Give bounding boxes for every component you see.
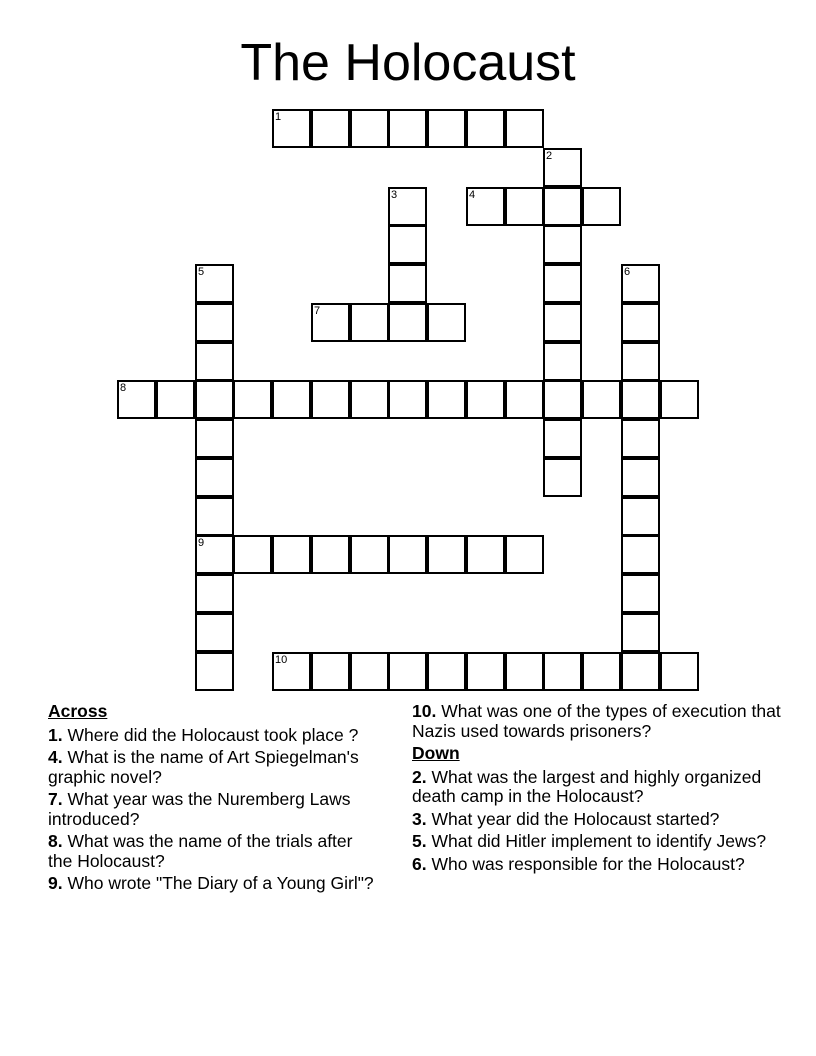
grid-cell[interactable] xyxy=(272,535,311,574)
grid-cell[interactable] xyxy=(621,613,660,652)
grid-cell[interactable] xyxy=(272,652,311,691)
grid-cell[interactable] xyxy=(543,342,582,381)
grid-cell[interactable] xyxy=(466,109,505,148)
grid-cell[interactable] xyxy=(466,652,505,691)
grid-cell[interactable] xyxy=(621,380,660,419)
grid-cell[interactable] xyxy=(195,342,234,381)
grid-cell[interactable] xyxy=(543,419,582,458)
clue-down-5 xyxy=(412,832,782,852)
grid-cell[interactable] xyxy=(427,652,466,691)
clue-down-6 xyxy=(412,855,782,875)
grid-cell[interactable] xyxy=(621,264,660,303)
grid-cell[interactable] xyxy=(582,380,621,419)
grid-cell[interactable] xyxy=(543,264,582,303)
grid-cell[interactable] xyxy=(156,380,195,419)
down-heading: Down xyxy=(412,743,460,763)
grid-cell[interactable] xyxy=(388,264,427,303)
grid-cell[interactable] xyxy=(272,380,311,419)
clue-number-label: 2 xyxy=(546,150,553,162)
clue-across-1 xyxy=(48,726,378,746)
grid-cell[interactable] xyxy=(466,187,505,226)
grid-cell[interactable] xyxy=(272,109,311,148)
grid-cell[interactable] xyxy=(233,380,272,419)
clue-across-10 xyxy=(412,702,782,741)
clue-text: Where did the Holocaust took place ? xyxy=(67,724,359,745)
grid-cell[interactable] xyxy=(660,380,699,419)
grid-cell[interactable] xyxy=(621,342,660,381)
clue-number: 3. xyxy=(412,808,427,829)
grid-cell[interactable] xyxy=(388,187,427,226)
clue-number-label: 6 xyxy=(624,266,631,278)
grid-cell[interactable] xyxy=(582,652,621,691)
clue-text: What year was the Nuremberg Laws introduced? xyxy=(48,789,351,829)
clue-across-9 xyxy=(48,874,378,894)
clue-number-label: 9 xyxy=(198,537,205,549)
grid-cell[interactable] xyxy=(505,380,544,419)
grid-cell[interactable] xyxy=(195,380,234,419)
grid-cell[interactable] xyxy=(195,652,234,691)
grid-cell[interactable] xyxy=(543,303,582,342)
grid-cell[interactable] xyxy=(505,535,544,574)
clue-text: What is the name of Art Spiegelman's graphic novel? xyxy=(48,747,359,787)
grid-cell[interactable] xyxy=(350,652,389,691)
clue-number: 8. xyxy=(48,831,63,851)
grid-cell[interactable] xyxy=(621,419,660,458)
clue-across-8 xyxy=(48,832,378,871)
clue-down-2 xyxy=(412,768,782,807)
grid-cell[interactable] xyxy=(195,264,234,303)
grid-cell[interactable] xyxy=(388,225,427,264)
grid-cell[interactable] xyxy=(505,187,544,226)
grid-cell[interactable] xyxy=(195,419,234,458)
grid-cell[interactable] xyxy=(505,109,544,148)
grid-cell[interactable] xyxy=(350,109,389,148)
clues-left-column xyxy=(48,702,378,897)
clue-text: What year did the Holocaust started? xyxy=(431,808,720,829)
grid-cell[interactable] xyxy=(543,225,582,264)
grid-cell[interactable] xyxy=(311,380,350,419)
grid-cell[interactable] xyxy=(660,652,699,691)
grid-cell[interactable] xyxy=(621,574,660,613)
grid-cell[interactable] xyxy=(195,303,234,342)
grid-cell[interactable] xyxy=(427,303,466,342)
grid-cell[interactable] xyxy=(582,187,621,226)
grid-cell[interactable] xyxy=(427,109,466,148)
grid-cell[interactable] xyxy=(466,535,505,574)
clue-number-label: 7 xyxy=(314,305,321,317)
grid-cell[interactable] xyxy=(388,535,427,574)
grid-cell[interactable] xyxy=(195,497,234,536)
grid-cell[interactable] xyxy=(621,303,660,342)
clue-number: 4. xyxy=(48,747,63,767)
grid-cell[interactable] xyxy=(233,535,272,574)
clue-text: What was the largest and highly organized death camp in the Holocaust? xyxy=(412,766,762,806)
grid-cell[interactable] xyxy=(195,535,234,574)
clue-number: 10. xyxy=(412,701,437,721)
clue-number: 5. xyxy=(412,831,427,851)
clue-number: 1. xyxy=(48,724,63,745)
grid-cell[interactable] xyxy=(621,497,660,536)
clue-number: 6. xyxy=(412,853,427,874)
clue-text: Who wrote "The Diary of a Young Girl"? xyxy=(67,873,374,893)
grid-cell[interactable] xyxy=(311,535,350,574)
clue-number-label: 8 xyxy=(120,382,127,394)
clue-number-label: 5 xyxy=(198,266,205,278)
grid-cell[interactable] xyxy=(505,652,544,691)
clue-text: What was the name of the trials after the Holocaust? xyxy=(48,831,353,871)
grid-cell[interactable] xyxy=(195,613,234,652)
clue-number: 7. xyxy=(48,789,63,809)
clues-right-column xyxy=(412,702,782,877)
grid-cell[interactable] xyxy=(388,109,427,148)
grid-cell[interactable] xyxy=(388,380,427,419)
grid-cell[interactable] xyxy=(311,109,350,148)
clue-number: 2. xyxy=(412,766,427,787)
grid-cell[interactable] xyxy=(427,380,466,419)
grid-cell[interactable] xyxy=(350,380,389,419)
clue-across-7 xyxy=(48,790,378,829)
grid-cell[interactable] xyxy=(621,535,660,574)
grid-cell[interactable] xyxy=(543,380,582,419)
clue-number: 9. xyxy=(48,873,63,893)
clue-number-label: 4 xyxy=(469,189,476,201)
grid-cell[interactable] xyxy=(311,303,350,342)
grid-cell[interactable] xyxy=(466,380,505,419)
clue-text: Who was responsible for the Holocaust? xyxy=(431,853,745,874)
grid-cell[interactable] xyxy=(543,458,582,497)
grid-cell[interactable] xyxy=(350,303,389,342)
grid-cell[interactable] xyxy=(621,652,660,691)
grid-cell[interactable] xyxy=(350,535,389,574)
clue-number-label: 3 xyxy=(391,189,398,201)
grid-cell[interactable] xyxy=(388,652,427,691)
clue-text: What did Hitler implement to identify Jews? xyxy=(431,831,767,851)
clue-number-label: 10 xyxy=(275,654,288,666)
grid-cell[interactable] xyxy=(311,652,350,691)
clue-number-label: 1 xyxy=(275,111,282,123)
clue-text: What was one of the types of execution that Nazis used towards prisoners? xyxy=(412,701,781,741)
grid-cell[interactable] xyxy=(117,380,156,419)
clue-across-4 xyxy=(48,748,378,787)
grid-cell[interactable] xyxy=(543,148,582,187)
grid-cell[interactable] xyxy=(543,652,582,691)
clue-down-3 xyxy=(412,810,782,830)
grid-cell[interactable] xyxy=(427,535,466,574)
grid-cell[interactable] xyxy=(195,458,234,497)
grid-cell[interactable] xyxy=(388,303,427,342)
grid-cell[interactable] xyxy=(195,574,234,613)
grid-cell[interactable] xyxy=(543,187,582,226)
grid-cell[interactable] xyxy=(621,458,660,497)
page-title: The Holocaust xyxy=(240,34,576,92)
across-heading: Across xyxy=(48,701,108,721)
